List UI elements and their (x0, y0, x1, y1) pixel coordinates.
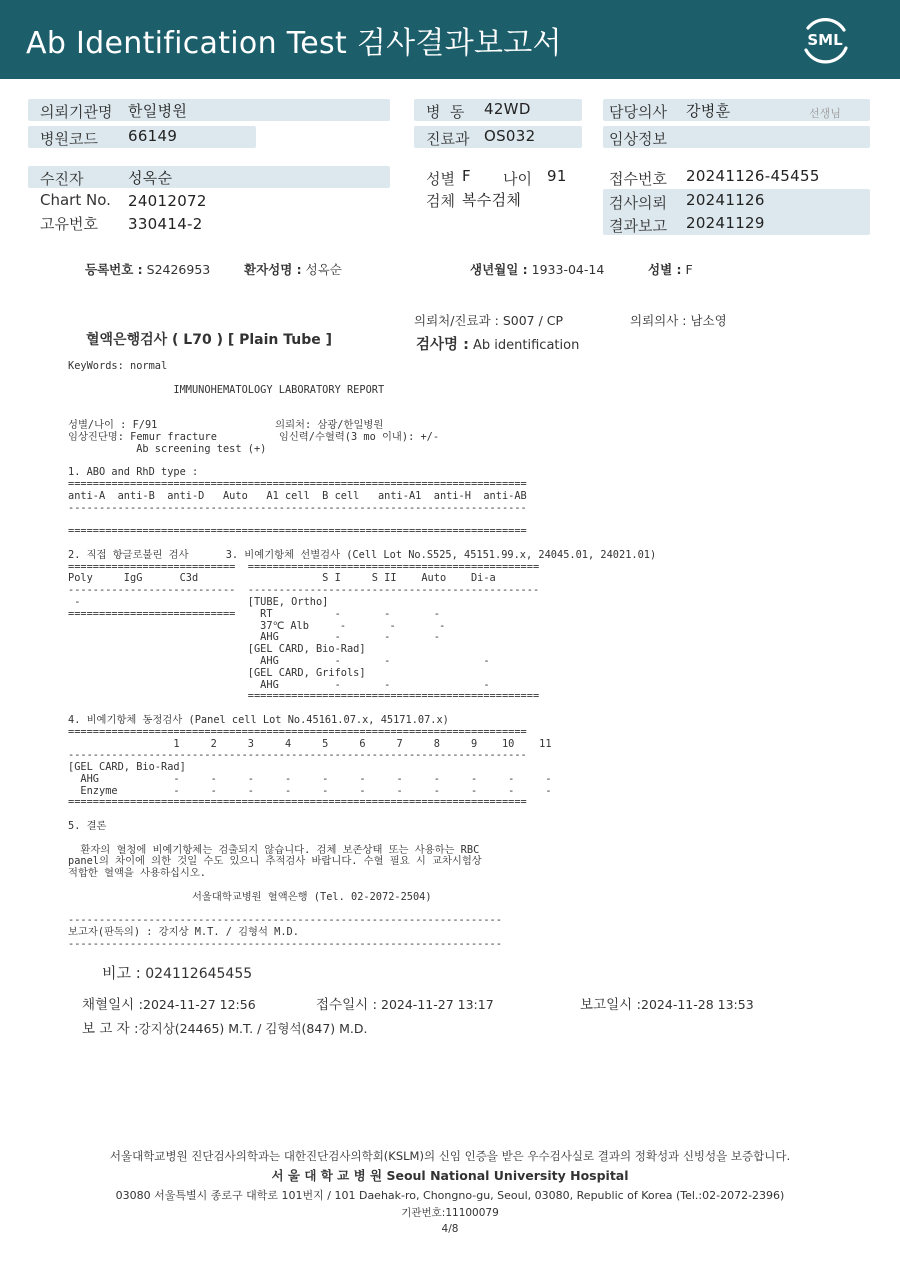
report-line: 환자의 혈청에 비예기항체는 검출되지 않습니다. 검체 보존상태 또는 사용하는 RBC (68, 843, 480, 856)
test-name (416, 333, 579, 354)
reporter (82, 1017, 367, 1037)
note (102, 962, 252, 983)
report-title: Ab Identification Test 검사결과보고서 (26, 26, 562, 61)
specimen-value: 복수검체 (462, 191, 522, 209)
report-line (68, 809, 858, 821)
note-value: 024112645455 (145, 966, 253, 982)
report-line: panel의 차이에 의한 것일 수도 있으니 추적검사 바랍니다. 수혈 필요 시 교차시험상 (68, 855, 482, 868)
request-dept (414, 311, 563, 329)
sex-value: F (462, 167, 471, 185)
certification-text: 서울대학교병원 진단검사의학과는 대한진단검사의학회(KSLM)의 신임 인증을 받은 우수검사실로 결과의 정확성과 신빙성을 보증합니다. (109, 1149, 791, 1163)
summary-sex (648, 260, 693, 278)
report-line: ---------------------------------------------------------------------- (68, 938, 502, 951)
hospital-name-ko: 서 울 대 학 교 병 원 (271, 1168, 383, 1183)
report-header (0, 0, 900, 79)
request-doctor (630, 311, 727, 329)
report-line: ========================================================================== (68, 477, 527, 490)
hosp-code-value: 66149 (128, 127, 178, 145)
ward-label: 병 동 (426, 103, 465, 121)
report-line: ========================================================================== (68, 796, 527, 809)
result-label: 결과보고 (609, 217, 667, 235)
report-line: =========================== RT - - - (68, 607, 440, 620)
report-time-value: 2024-11-28 13:53 (641, 997, 754, 1012)
reg-no (85, 260, 210, 278)
sex-label: 성별 (426, 170, 455, 188)
report-line: --------------------------- ----------------------------------------------- (68, 584, 540, 597)
report-line (68, 538, 858, 550)
collect-label: 채혈일시 : (82, 997, 144, 1013)
chart-label: Chart No. (40, 191, 111, 209)
test-name-value: Ab identification (473, 338, 580, 353)
receipt-value: 20241126-45455 (686, 167, 820, 185)
report-time-label: 보고일시 : (580, 997, 642, 1013)
hosp-code-label: 병원코드 (40, 130, 98, 148)
report-line: KeyWords: normal (68, 360, 168, 372)
logo-text: SML (807, 31, 843, 49)
report-line: anti-A anti-B anti-D Auto A1 cell B cell anti-A1 anti-H anti-AB (68, 489, 527, 502)
report-line: - [TUBE, Ortho] (68, 595, 329, 608)
report-line: 5. 결론 (68, 820, 107, 833)
test-name-label: 검사명 : (416, 337, 469, 353)
report-line: 1 2 3 4 5 6 7 8 9 10 11 (68, 737, 552, 750)
collect-time (82, 993, 256, 1013)
report-line: [GEL CARD, Bio-Rad] (68, 643, 366, 656)
patient-name-label: 환자성명 : (244, 262, 302, 277)
report-line: -------------------------------------------------------------------------- (68, 749, 527, 762)
report-line: ========================================================================== (68, 725, 527, 738)
reporter-label: 보 고 자 : (82, 1021, 139, 1037)
patient-name (244, 260, 342, 278)
req-org-value: 한일병원 (128, 102, 188, 120)
report-line: 1. ABO and RhD type : (68, 466, 199, 479)
receipt-time-label: 접수일시 : (316, 997, 378, 1013)
collect-value: 2024-11-27 12:56 (143, 997, 256, 1012)
note-label: 비고 : (102, 964, 141, 982)
test-heading: 혈액은행검사 ( L70 ) [ Plain Tube ] (86, 332, 333, 348)
report-line: -------------------------------------------------------------------------- (68, 501, 527, 514)
hospital-name-en: Seoul National University Hospital (386, 1168, 629, 1183)
report-line: =========================== =============================================== (68, 560, 540, 573)
receipt-label: 접수번호 (609, 170, 667, 188)
report-line: 4. 비예기항체 동정검사 (Panel cell Lot No.45161.07.x, 45171.07.x) (68, 713, 449, 726)
report-line: 서울대학교병원 혈액은행 (Tel. 02-2072-2504) (68, 890, 432, 903)
report-line (68, 833, 858, 845)
doctor-label: 담당의사 (609, 103, 667, 121)
doctor-suffix: 선생님 (809, 107, 841, 120)
hospital-name (0, 1166, 900, 1184)
request-doctor-label: 의뢰의사 : (630, 313, 687, 328)
report-line: 37℃ Alb - - - (68, 619, 446, 632)
report-line: 임상진단명: Femur fracture 임신력/수혈력(3 mo 이내): +/- (68, 430, 440, 443)
birth-date-value: 1933-04-14 (531, 262, 605, 277)
report-line: AHG - - - - - - - - - - - (68, 772, 552, 785)
uid-label: 고유번호 (40, 215, 98, 233)
institution-number: 기관번호:11100079 (401, 1207, 499, 1219)
report-time (580, 993, 754, 1013)
summary-sex-value: F (685, 262, 693, 277)
doctor-value: 강병훈 (686, 102, 731, 120)
clinical-label: 임상정보 (609, 130, 667, 148)
chart-value: 24012072 (128, 192, 207, 210)
report-line: AHG - - - (68, 654, 490, 667)
receipt-time (316, 993, 494, 1013)
birth-date (470, 260, 604, 278)
request-doctor-value: 남소영 (690, 313, 727, 328)
patient-label: 수진자 (40, 170, 84, 188)
report-line: IMMUNOHEMATOLOGY LABORATORY REPORT (68, 383, 385, 396)
report-line: ========================================================================== (68, 525, 527, 538)
report-line: Ab screening test (+) (68, 442, 267, 455)
birth-date-label: 생년월일 : (470, 262, 528, 277)
reporter-value: 강지상(24465) M.T. / 김형석(847) M.D. (138, 1021, 368, 1036)
report-line: AHG - - - (68, 631, 440, 644)
dept-value: OS032 (484, 127, 536, 145)
report-line: 보고자(판독의) : 강지상 M.T. / 김형석 M.D. (68, 926, 299, 939)
test-req-label: 검사의뢰 (609, 194, 667, 212)
reg-no-value: S2426953 (146, 262, 211, 277)
uid-value: 330414-2 (128, 215, 203, 233)
report-line: =============================================== (68, 690, 540, 703)
report-line: 성별/나이 : F/91 의뢰처: 삼광/한일병원 (68, 418, 384, 431)
request-dept-value: S007 / CP (502, 313, 564, 328)
req-org-label: 의뢰기관명 (40, 103, 113, 121)
dept-label: 진료과 (426, 130, 470, 148)
report-line: 적합한 혈액을 사용하십시오. (68, 867, 206, 880)
report-line: 2. 직접 항글로불린 검사 3. 비예기항체 선별검사 (Cell Lot No.S525, 45151.99.x, 24045.01, 24021.01) (68, 548, 657, 561)
ward-value: 42WD (484, 100, 531, 118)
report-line: Poly IgG C3d S I S II Auto Di-a (68, 572, 496, 585)
report-line: Enzyme - - - - - - - - - - - (68, 784, 552, 797)
test-req-value: 20241126 (686, 191, 765, 209)
age-value: 91 (547, 167, 567, 185)
patient-name-value: 성옥순 (305, 262, 342, 277)
receipt-time-value: 2024-11-27 13:17 (381, 997, 494, 1012)
report-line: AHG - - - (68, 678, 490, 691)
report-line (68, 396, 858, 408)
specimen-label: 검체 (426, 192, 455, 210)
sml-logo-icon (800, 14, 850, 64)
result-value: 20241129 (686, 214, 765, 232)
hospital-address: 03080 서울특별시 종로구 대학로 101번지 / 101 Daehak-ro, Chongno-gu, Seoul, 03080, Republic of Korea (Tel.:02-2072-2396) (115, 1189, 785, 1202)
summary-sex-label: 성별 : (648, 262, 682, 277)
report-line: [GEL CARD, Bio-Rad] (68, 761, 186, 774)
report-line: [GEL CARD, Grifols] (68, 666, 366, 679)
request-dept-label: 의뢰처/진료과 : (414, 313, 499, 328)
patient-value: 성옥순 (128, 169, 173, 187)
report-line: ---------------------------------------------------------------------- (68, 914, 502, 927)
page-number: 4/8 (441, 1223, 459, 1235)
lab-report-body (68, 361, 858, 951)
report-line (68, 373, 858, 385)
age-label: 나이 (503, 170, 532, 188)
reg-no-label: 등록번호 : (85, 262, 143, 277)
